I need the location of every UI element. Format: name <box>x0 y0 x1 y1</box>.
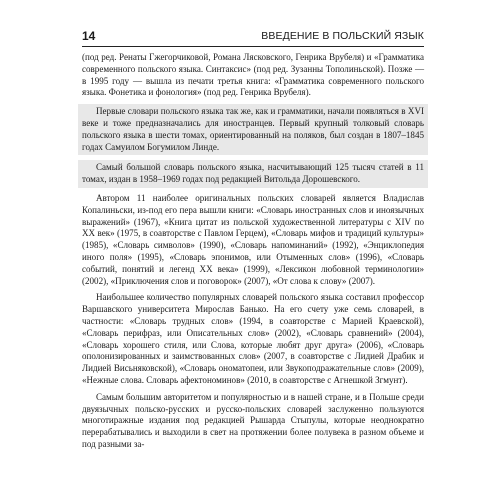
paragraph-1: (под ред. Ренаты Гжегорчиковой, Романа Лясковского, Генрика Врубеля) и «Грамматика современного польского языка. Синтаксис» (под ред. Зузанны Тополиньской). Позже — в 1995 году — вышла из печати третья книга: «Грамматика современного польского языка. Фонетика и фонология» (под ред. Генрика Врубеля). <box>82 52 424 98</box>
paragraph-3: Самый большой словарь польского языка, насчитывающий 125 тысяч статей в 11 томах, издан в 1958–1969 годах под редакцией Витольда Дорошевского. <box>82 162 424 185</box>
paragraph-6: Самым большим авторитетом и популярностью и в нашей стране, и в Польше среди двуязычных польско-русских и русско-польских словарей заслуженно пользуются многотиражные издания под редакцией Рышарда Стыпулы, которые неоднократно перерабатывались и выходили в свет на протяжении более полувека в разном объеме и под разными за- <box>82 391 424 449</box>
highlight-box-2 <box>78 160 428 188</box>
page-body <box>82 52 424 451</box>
page-number: 14 <box>82 29 96 43</box>
paragraph-4: Автором 11 наиболее оригинальных польских словарей является Владислав Копалиньски, из-под его пера вышли книги: «Словарь иностранных слов и иноязычных выражений» (1967), «Книга цитат из польской художественной литературы с XIV по XX век» (1975, в соавторстве с Павлом Герцем), «Словарь мифов и традиций культуры» (1985), «Словарь символов» (1990), «Словарь напоминаний» (1992), «Энциклопедия иного поля» (1995), «Словарь эпонимов, или Отыменных слов» (1996), «Словарь событий, понятий и легенд XX века» (1999), «Лексикон любовной терминологии» (2002), «Приключения слов и поговорок» (2007), «От слова к слову» (2007). <box>82 192 424 286</box>
page-header <box>82 28 424 47</box>
highlight-box-1 <box>78 104 428 155</box>
paragraph-2: Первые словари польского языка так же, как и грамматики, начали появляться в XVI веке и тоже предназначались для иностранцев. Первый крупный толковый словарь польского языка в шести томах, ориентированный на поляков, был создан в 1807–1845 годах Самуилом Богумилом Линде. <box>82 106 424 152</box>
paragraph-5: Наибольшее количество популярных словарей польского языка составил профессор Варшавского университета Мирослав Банько. На его счету уже семь словарей, в частности: «Словарь трудных слов» (1994, в соавторстве с Марией Краевской), «Словарь перифраз, или Описательных слов» (2002), «Словарь сравнений» (2004), «Словарь хорошего стиля, или Слова, которые любят друг друга» (2006), «Словарь ополонизированных и заимствованных слов» (2007, в соавторстве с Лидией Драбик и Лидией Висьняковской), «Словарь ономатопеи, или Звукоподражательные слов» (2009), «Нежные слова. Словарь афектономинов» (2010, в соавторстве с Агнешкой Згмунт). <box>82 292 424 385</box>
running-title: ВВЕДЕНИЕ В ПОЛЬСКИЙ ЯЗЫК <box>261 30 424 42</box>
